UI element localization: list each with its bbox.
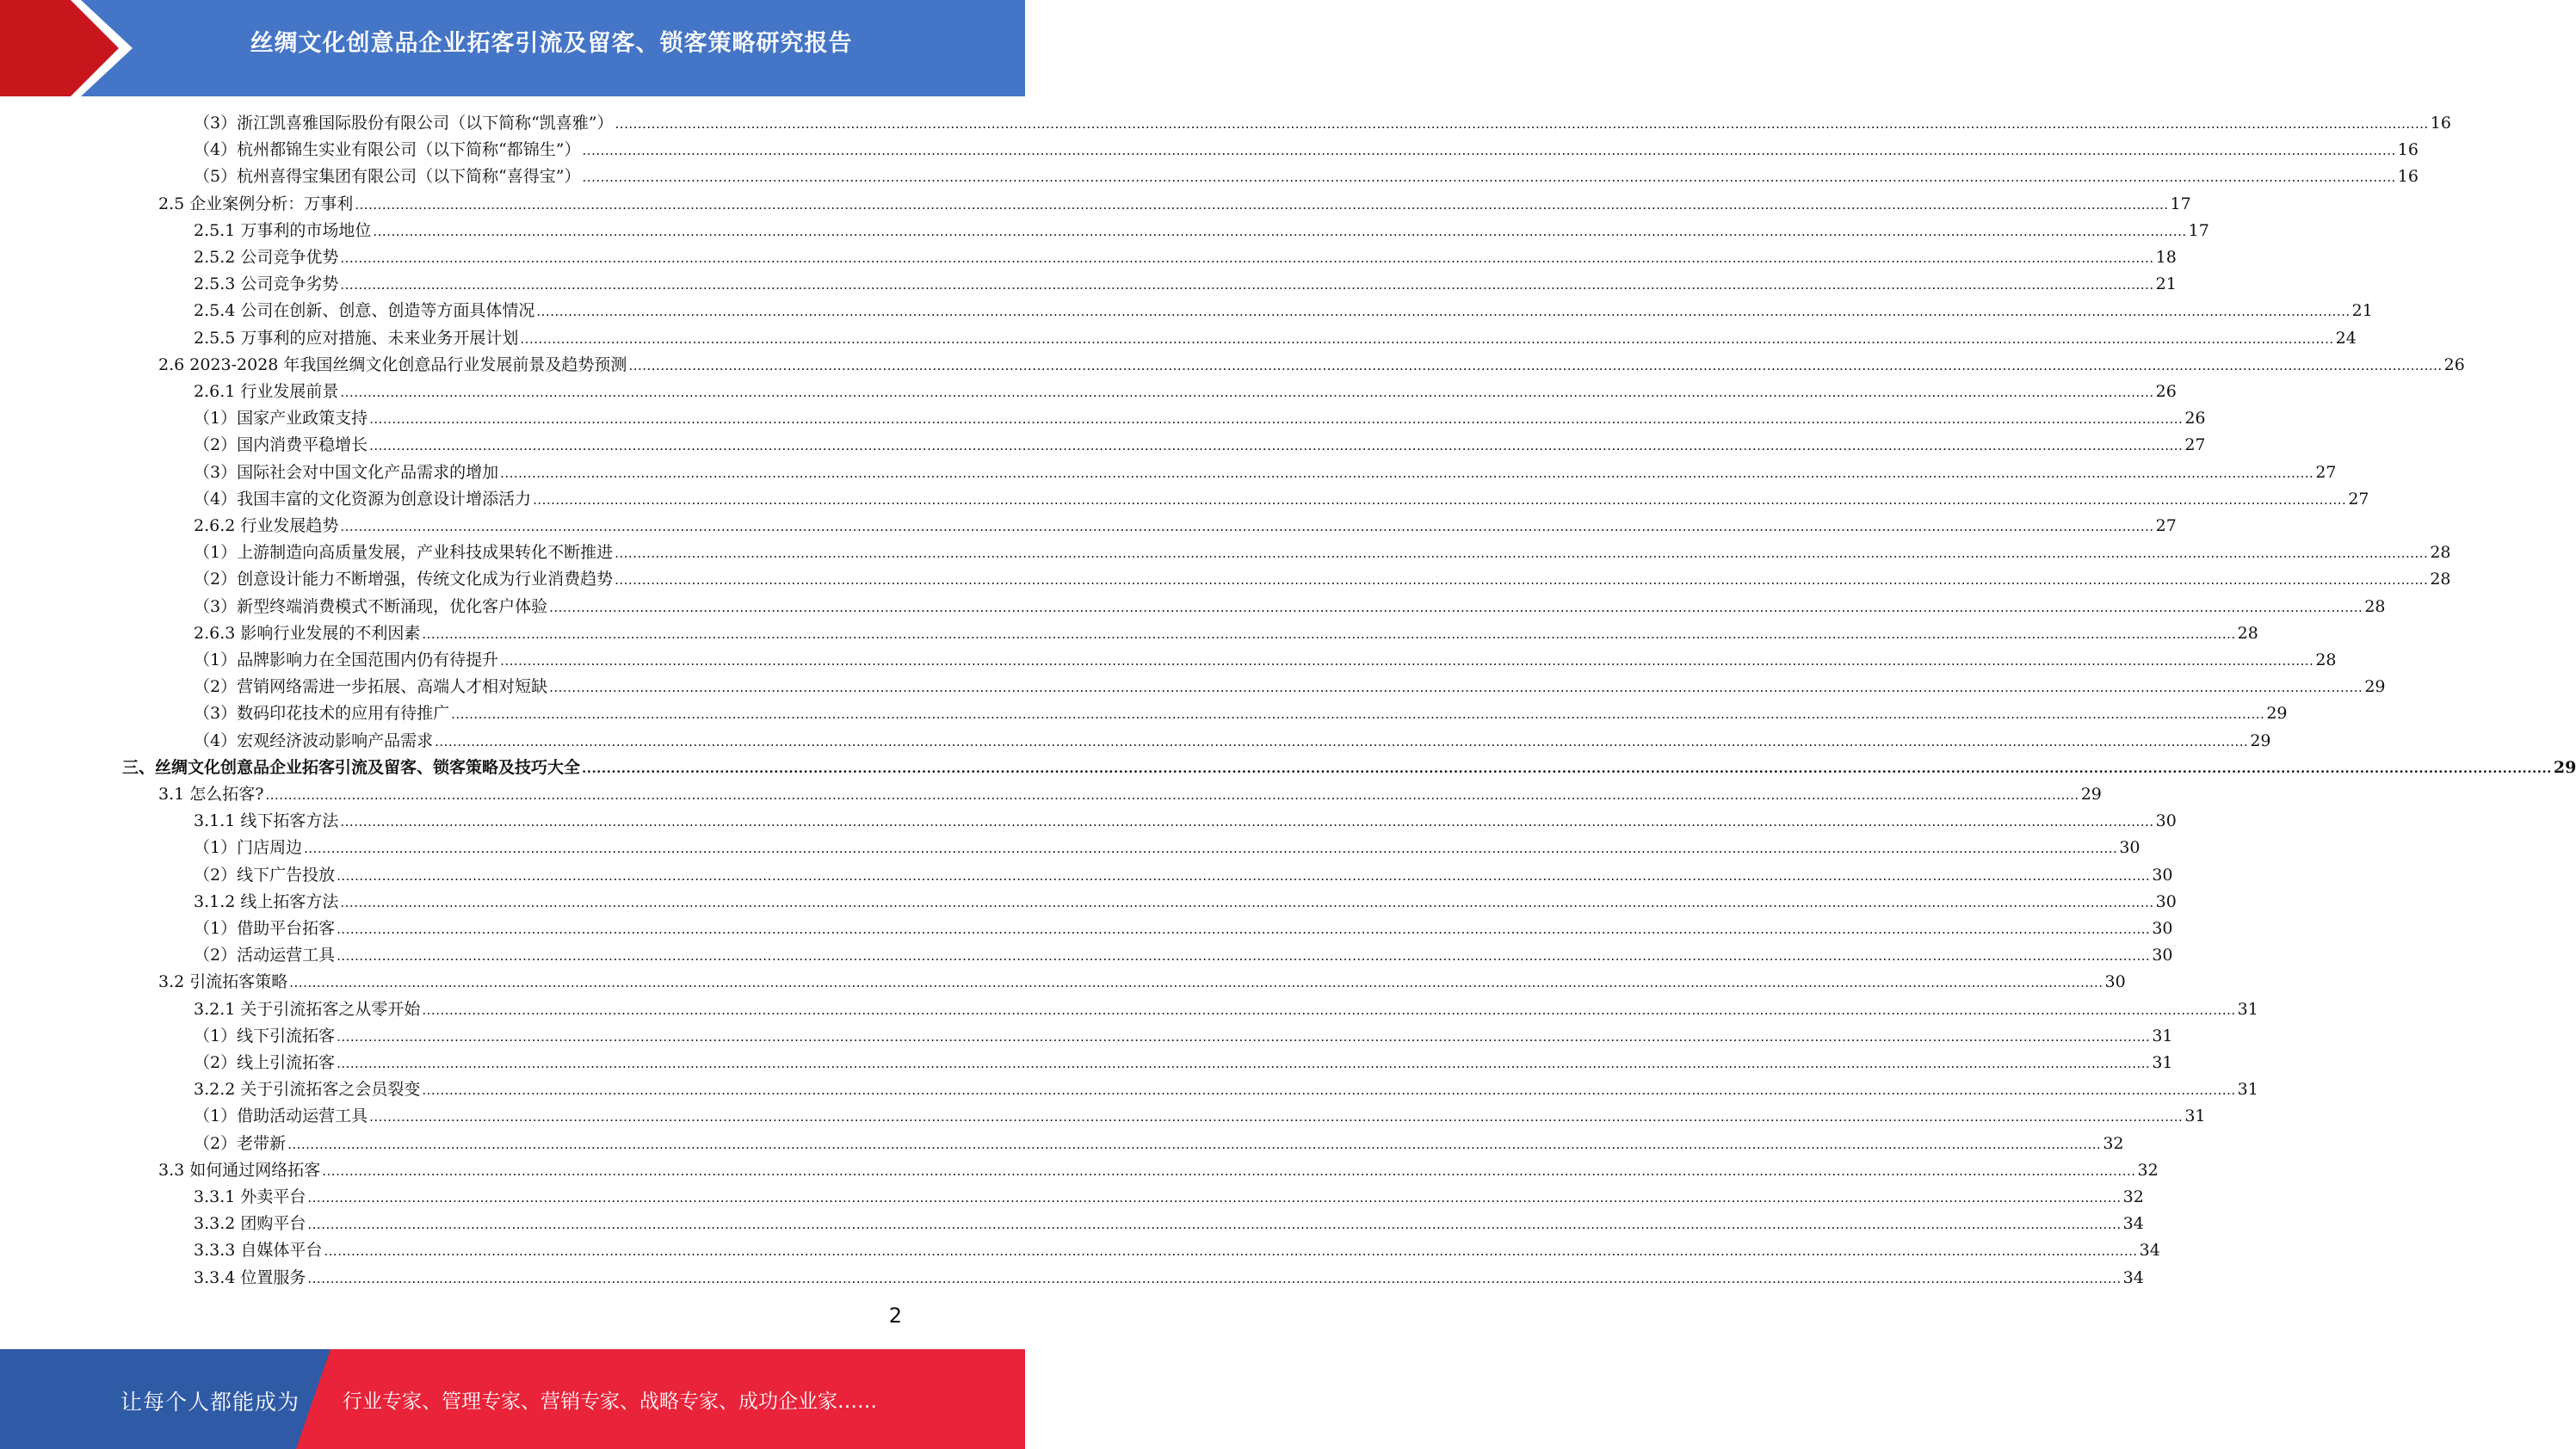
toc-leader-dots: ................................................................................................................................................................................................................................................................................................................................................................................................................ [582, 170, 2396, 186]
toc-entry-label: （5）杭州喜得宝集团有限公司（以下简称“喜得宝”） [194, 167, 581, 187]
toc-entry-label: （4）我国丰富的文化资源为创意设计增添活力 [194, 489, 532, 509]
toc-leader-dots: ................................................................................................................................................................................................................................................................................................................................................................................................................ [337, 867, 2151, 884]
toc-entry-label: 3.3.3 自媒体平台 [194, 1241, 323, 1261]
toc-entry[interactable] [194, 594, 2386, 620]
toc-entry[interactable] [194, 916, 2173, 942]
toc-entry[interactable] [194, 808, 2177, 835]
toc-leader-dots: ................................................................................................................................................................................................................................................................................................................................................................................................................ [307, 1190, 2122, 1205]
toc-entry-label: （3）数码印花技术的应用有待推广 [194, 704, 450, 724]
toc-entry-page: 30 [2104, 972, 2126, 992]
toc-entry-label: （1）借助平台拓客 [194, 919, 336, 938]
report-title: 丝绸文化创意品企业拓客引流及留客、锁客策略研究报告 [250, 30, 853, 57]
toc-entry-label: 3.1.2 线上拓客方法 [194, 891, 339, 911]
toc-leader-dots: ................................................................................................................................................................................................................................................................................................................................................................................................................ [324, 1243, 2138, 1260]
toc-leader-dots: ................................................................................................................................................................................................................................................................................................................................................................................................................ [287, 1136, 2102, 1152]
toc-entry[interactable] [194, 1265, 2144, 1292]
toc-entry[interactable] [194, 728, 2271, 755]
toc-entry[interactable] [194, 942, 2173, 969]
toc-leader-dots: ................................................................................................................................................................................................................................................................................................................................................................................................................ [337, 922, 2151, 937]
toc-entry-page: 29 [2364, 677, 2386, 697]
toc-entry-page: 27 [2315, 462, 2337, 482]
toc-leader-dots: ................................................................................................................................................................................................................................................................................................................................................................................................................ [536, 304, 2351, 320]
toc-entry-label: （2）线上引流拓客 [194, 1053, 336, 1072]
toc-entry[interactable] [194, 1023, 2173, 1050]
footer-slogan-left: 让每个人都能成为 [120, 1390, 300, 1415]
footer-slogan-right: 行业专家、管理专家、营销专家、战略专家、成功企业家…… [343, 1390, 877, 1413]
toc-entry[interactable] [194, 298, 2373, 324]
toc-entry-page: 32 [2137, 1160, 2159, 1180]
toc-entry-label: 3.2 引流拓客策略 [158, 972, 288, 992]
toc-entry-page: 26 [2443, 355, 2465, 374]
toc-entry[interactable] [194, 163, 2418, 190]
toc-entry-label: （2）国内消费平稳增长 [194, 435, 368, 455]
toc-entry-label: （2）营销网络需进一步拓展、高端人才相对短缺 [194, 677, 548, 697]
toc-entry-page: 28 [2315, 651, 2337, 669]
toc-leader-dots: ................................................................................................................................................................................................................................................................................................................................................................................................................ [340, 277, 2154, 293]
toc-leader-dots: ................................................................................................................................................................................................................................................................................................................................................................................................................ [422, 1082, 2236, 1099]
toc-entry-label: （1）品牌影响力在全国范围内仍有待提升 [194, 651, 499, 669]
toc-leader-dots: ................................................................................................................................................................................................................................................................................................................................................................................................................ [549, 599, 2363, 615]
toc-entry-page: 31 [2237, 1080, 2258, 1100]
toc-entry[interactable] [194, 513, 2177, 540]
toc-leader-dots: ................................................................................................................................................................................................................................................................................................................................................................................................................ [322, 1162, 2136, 1179]
toc-entry[interactable] [194, 566, 2451, 593]
toc-entry-label: （1）线下引流拓客 [194, 1026, 336, 1045]
toc-entry-label: 3.1 怎么拓客? [158, 785, 264, 804]
toc-entry-label: （2）老带新 [194, 1133, 287, 1153]
toc-entry[interactable] [194, 540, 2451, 566]
toc-leader-dots: ................................................................................................................................................................................................................................................................................................................................................................................................................ [337, 948, 2151, 965]
toc-entry-page: 31 [2184, 1107, 2206, 1126]
toc-entry[interactable] [158, 969, 2126, 996]
toc-entry-label: （1）借助活动运营工具 [194, 1107, 368, 1126]
toc-entry-label: 2.6.2 行业发展趋势 [194, 516, 339, 535]
toc-entry-page: 17 [2188, 220, 2209, 240]
toc-entry[interactable] [194, 1184, 2144, 1211]
toc-entry-label: （1）上游制造向高质量发展，产业科技成果转化不断推进 [194, 543, 614, 563]
toc-entry-label: （1）国家产业政策支持 [194, 409, 368, 429]
toc-entry-label: 2.5 企业案例分析：万事利 [158, 194, 354, 213]
page-footer [0, 1349, 1025, 1449]
toc-entry[interactable] [194, 486, 2369, 513]
toc-entry[interactable] [194, 1211, 2144, 1237]
toc-entry[interactable] [194, 1076, 2258, 1103]
toc-entry-page: 30 [2119, 838, 2140, 858]
toc-entry-page: 24 [2335, 328, 2357, 348]
toc-entry-page: 29 [2250, 731, 2271, 750]
toc-entry[interactable] [158, 191, 2191, 218]
toc-leader-dots: ................................................................................................................................................................................................................................................................................................................................................................................................................ [422, 1002, 2236, 1018]
toc-leader-dots: ................................................................................................................................................................................................................................................................................................................................................................................................................ [289, 975, 2103, 991]
toc-leader-dots: ................................................................................................................................................................................................................................................................................................................................................................................................................ [355, 196, 2169, 213]
toc-entry-page: 27 [2348, 489, 2369, 509]
toc-entry[interactable] [194, 271, 2177, 298]
toc-leader-dots: ................................................................................................................................................................................................................................................................................................................................................................................................................ [373, 223, 2187, 239]
toc-leader-dots: ................................................................................................................................................................................................................................................................................................................................................................................................................ [340, 519, 2154, 534]
toc-entry-page: 30 [2152, 919, 2173, 938]
toc-entry-label: 2.6.1 行业发展前景 [194, 382, 339, 401]
toc-entry-page: 28 [2430, 543, 2451, 563]
toc-entry-page: 31 [2152, 1053, 2173, 1072]
toc-entry[interactable] [194, 1103, 2206, 1130]
toc-entry-page: 32 [2103, 1133, 2124, 1153]
toc-leader-dots: ................................................................................................................................................................................................................................................................................................................................................................................................................ [615, 572, 2429, 589]
toc-leader-dots: ................................................................................................................................................................................................................................................................................................................................................................................................................ [520, 330, 2334, 347]
toc-entry-label: 三、丝绸文化创意品企业拓客引流及留客、锁客策略及技巧大全 [122, 757, 581, 777]
toc-entry-label: 3.2.1 关于引流拓客之从零开始 [194, 999, 421, 1019]
toc-entry-page: 34 [2122, 1214, 2144, 1234]
toc-entry-page: 30 [2155, 891, 2177, 911]
toc-leader-dots: ................................................................................................................................................................................................................................................................................................................................................................................................................ [549, 680, 2363, 696]
toc-leader-dots: ................................................................................................................................................................................................................................................................................................................................................................................................................ [304, 841, 2118, 857]
toc-entry-page: 21 [2351, 301, 2373, 321]
page-number: 2 [888, 1304, 902, 1328]
toc-leader-dots: ................................................................................................................................................................................................................................................................................................................................................................................................................ [422, 626, 2236, 642]
toc-entry-label: 2.6 2023-2028 年我国丝绸文化创意品行业发展前景及趋势预测 [158, 355, 627, 374]
toc-leader-dots: ................................................................................................................................................................................................................................................................................................................................................................................................................ [615, 116, 2429, 132]
toc-entry[interactable] [194, 405, 2206, 432]
toc-entry-label: （4）宏观经济波动影响产品需求 [194, 731, 434, 750]
toc-entry-page: 32 [2122, 1187, 2144, 1206]
toc-leader-dots: ................................................................................................................................................................................................................................................................................................................................................................................................................ [451, 706, 2265, 723]
toc-leader-dots: ................................................................................................................................................................................................................................................................................................................................................................................................................ [340, 250, 2154, 266]
toc-leader-dots: ................................................................................................................................................................................................................................................................................................................................................................................................................ [500, 653, 2314, 669]
toc-entry[interactable] [158, 781, 2102, 808]
toc-leader-dots: ................................................................................................................................................................................................................................................................................................................................................................................................................ [340, 814, 2154, 830]
toc-entry-label: 3.3.2 团购平台 [194, 1214, 306, 1234]
toc-entry-page: 30 [2152, 865, 2173, 885]
toc-entry[interactable] [194, 1050, 2173, 1076]
toc-entry[interactable] [194, 218, 2209, 244]
toc-entry-label: （3）国际社会对中国文化产品需求的增加 [194, 462, 499, 482]
toc-leader-dots: ................................................................................................................................................................................................................................................................................................................................................................................................................ [265, 787, 2079, 803]
toc-entry[interactable] [194, 835, 2140, 861]
toc-entry[interactable] [194, 110, 2451, 137]
toc-leader-dots: ................................................................................................................................................................................................................................................................................................................................................................................................................ [500, 465, 2314, 481]
page-header [0, 0, 1025, 96]
toc-entry[interactable] [194, 244, 2177, 271]
toc-entry-page: 16 [2397, 167, 2418, 187]
toc-entry-label: 3.3.4 位置服务 [194, 1267, 306, 1287]
toc-leader-dots: ................................................................................................................................................................................................................................................................................................................................................................................................................ [533, 491, 2347, 508]
toc-entry-page: 26 [2184, 409, 2206, 429]
toc-entry-label: 2.5.1 万事利的市场地位 [194, 220, 372, 240]
toc-entry-label: （3）浙江凯喜雅国际股份有限公司（以下简称“凯喜雅”） [194, 114, 614, 133]
toc-entry-label: （2）创意设计能力不断增强，传统文化成为行业消费趋势 [194, 570, 614, 589]
toc-entry[interactable] [194, 1237, 2160, 1264]
toc-leader-dots: ................................................................................................................................................................................................................................................................................................................................................................................................................ [582, 760, 2552, 776]
toc-entry[interactable] [194, 996, 2258, 1023]
toc-entry-page: 18 [2155, 248, 2177, 267]
toc-leader-dots: ................................................................................................................................................................................................................................................................................................................................................................................................................ [435, 733, 2249, 749]
toc-entry-label: 2.5.2 公司竞争优势 [194, 248, 339, 267]
toc-entry-page: 34 [2139, 1241, 2160, 1261]
toc-entry[interactable] [122, 755, 2576, 781]
toc-leader-dots: ................................................................................................................................................................................................................................................................................................................................................................................................................ [628, 357, 2443, 373]
toc-leader-dots: ................................................................................................................................................................................................................................................................................................................................................................................................................ [307, 1217, 2122, 1233]
toc-leader-dots: ................................................................................................................................................................................................................................................................................................................................................................................................................ [337, 1056, 2151, 1071]
toc-entry[interactable] [194, 432, 2206, 459]
toc-entry-label: 2.5.5 万事利的应对措施、未来业务开展计划 [194, 328, 519, 348]
toc-entry-label: 3.2.2 关于引流拓客之会员裂变 [194, 1080, 421, 1100]
toc-entry-page: 31 [2152, 1026, 2173, 1045]
toc-entry-label: 3.3 如何通过网络拓客 [158, 1160, 321, 1180]
toc-entry-label: 3.3.1 外卖平台 [194, 1187, 306, 1206]
toc-entry[interactable] [194, 137, 2418, 163]
toc-leader-dots: ................................................................................................................................................................................................................................................................................................................................................................................................................ [369, 438, 2184, 454]
toc-entry-page: 29 [2553, 757, 2576, 777]
toc-entry[interactable] [194, 379, 2177, 405]
toc-entry-page: 31 [2237, 999, 2258, 1019]
toc-entry[interactable] [194, 700, 2288, 727]
toc-entry-page: 17 [2170, 194, 2191, 213]
toc-entry[interactable] [194, 620, 2258, 647]
toc-leader-dots: ................................................................................................................................................................................................................................................................................................................................................................................................................ [582, 143, 2396, 159]
toc-leader-dots: ................................................................................................................................................................................................................................................................................................................................................................................................................ [369, 411, 2184, 428]
toc-entry-page: 16 [2430, 114, 2451, 133]
toc-entry-label: （3）新型终端消费模式不断涌现，优化客户体验 [194, 596, 548, 616]
toc-entry[interactable] [194, 889, 2177, 916]
toc-entry[interactable] [194, 674, 2386, 700]
toc-entry-page: 29 [2080, 785, 2102, 804]
toc-entry-label: （2）线下广告投放 [194, 865, 336, 885]
toc-entry-page: 27 [2184, 435, 2206, 455]
toc-entry-label: （4）杭州都锦生实业有限公司（以下简称“都锦生”） [194, 140, 581, 160]
toc-leader-dots: ................................................................................................................................................................................................................................................................................................................................................................................................................ [307, 1270, 2122, 1286]
toc-entry-page: 26 [2155, 382, 2177, 401]
toc-entry-label: 2.5.4 公司在创新、创意、创造等方面具体情况 [194, 301, 535, 321]
toc-entry-page: 21 [2155, 274, 2177, 294]
toc-entry-label: 2.6.3 影响行业发展的不利因素 [194, 623, 421, 643]
toc-entry[interactable] [158, 1157, 2159, 1184]
toc-entry-page: 29 [2266, 704, 2288, 724]
toc-entry[interactable] [194, 647, 2337, 674]
toc-entry[interactable] [194, 325, 2357, 352]
toc-leader-dots: ................................................................................................................................................................................................................................................................................................................................................................................................................ [369, 1109, 2184, 1125]
toc-entry-page: 34 [2122, 1267, 2144, 1287]
toc-leader-dots: ................................................................................................................................................................................................................................................................................................................................................................................................................ [340, 385, 2154, 400]
toc-entry-label: （2）活动运营工具 [194, 946, 336, 965]
toc-entry[interactable] [194, 459, 2337, 486]
toc-entry[interactable] [194, 1131, 2124, 1157]
toc-leader-dots: ................................................................................................................................................................................................................................................................................................................................................................................................................ [615, 546, 2429, 562]
toc-entry-label: 2.5.3 公司竞争劣势 [194, 274, 339, 294]
toc-entry[interactable] [158, 352, 2465, 379]
toc-entry-label: 3.1.1 线下拓客方法 [194, 811, 339, 831]
toc-entry-page: 28 [2430, 570, 2451, 589]
toc-entry-page: 16 [2397, 140, 2418, 160]
toc-leader-dots: ................................................................................................................................................................................................................................................................................................................................................................................................................ [337, 1028, 2151, 1045]
toc-leader-dots: ................................................................................................................................................................................................................................................................................................................................................................................................................ [340, 894, 2154, 910]
toc-entry-label: （1）门店周边 [194, 838, 303, 858]
toc-entry-page: 30 [2155, 811, 2177, 831]
toc-entry-page: 28 [2237, 623, 2258, 643]
toc-entry[interactable] [194, 862, 2173, 889]
toc-entry-page: 27 [2155, 516, 2177, 535]
toc-entry-page: 28 [2364, 596, 2386, 616]
toc-entry-page: 30 [2152, 946, 2173, 965]
